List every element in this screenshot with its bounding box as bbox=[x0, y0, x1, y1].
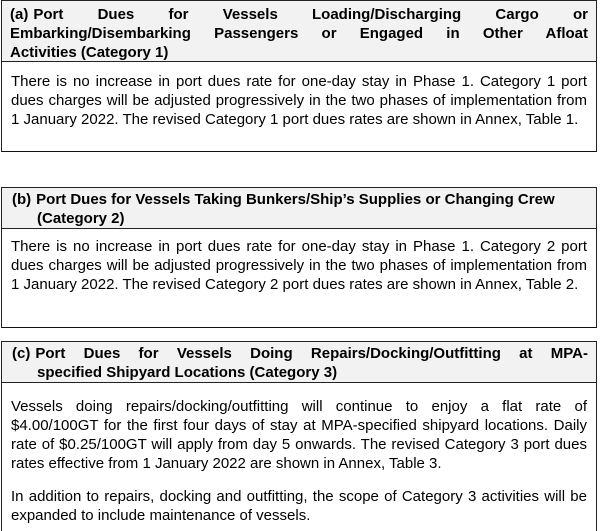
section-b-paragraph: There is no increase in port dues rate for one-day stay in Phase 1. Category 2 port dues charges will be adjusted progressively in the two phases of implementation from 1 January 2022. The revised Category 2 port dues rates are shown in Annex, Table 2. bbox=[11, 238, 587, 293]
section-c-paragraph-2: In addition to repairs, docking and outfitting, the scope of Category 3 activities will be expanded to include maintenance of vessels. bbox=[11, 488, 587, 524]
section-a-heading-line1: Port Dues for Vessels Loading/Discharging Cargo or bbox=[33, 6, 588, 23]
section-a-heading-line3: Activities (Category 1) bbox=[10, 44, 169, 61]
section-c-box bbox=[1, 341, 597, 531]
section-c-heading bbox=[2, 342, 596, 383]
section-a-heading-line2: Embarking/Disembarking Passengers or Engaged in Other Afloat bbox=[10, 25, 588, 42]
section-a-heading bbox=[2, 1, 596, 62]
section-b-heading-line2: (Category 2) bbox=[37, 210, 125, 227]
section-b-heading bbox=[2, 188, 596, 229]
section-b-heading-line1: Port Dues for Vessels Taking Bunkers/Ship’s Supplies or Changing Crew bbox=[36, 191, 555, 208]
section-a-box bbox=[1, 0, 597, 152]
section-a-letter: (a) bbox=[10, 6, 29, 23]
section-c-paragraph-1: Vessels doing repairs/docking/outfitting will continue to enjoy a flat rate of $4.00/100GT for the first four days of stay at MPA-specified shipyard locations. Daily rate of $0.25/100GT will apply from day 5 onwards. The revised Category 3 port dues rates effective from 1 January 2022 are shown in Annex, Table 3. bbox=[11, 398, 587, 472]
section-c-heading-line2: specified Shipyard Locations (Category 3) bbox=[37, 364, 338, 381]
section-a-paragraph: There is no increase in port dues rate for one-day stay in Phase 1. Category 1 port dues charges will be adjusted progressively in the two phases of implementation from 1 January 2022. The revised Category 1 port dues rates are shown in Annex, Table 1. bbox=[11, 73, 587, 128]
section-b-box bbox=[1, 187, 597, 328]
section-b-letter: (b) bbox=[12, 191, 32, 208]
section-c-letter: (c) bbox=[12, 345, 31, 362]
section-c-heading-line1: Port Dues for Vessels Doing Repairs/Docking/Outfitting at MPA- bbox=[35, 345, 588, 362]
